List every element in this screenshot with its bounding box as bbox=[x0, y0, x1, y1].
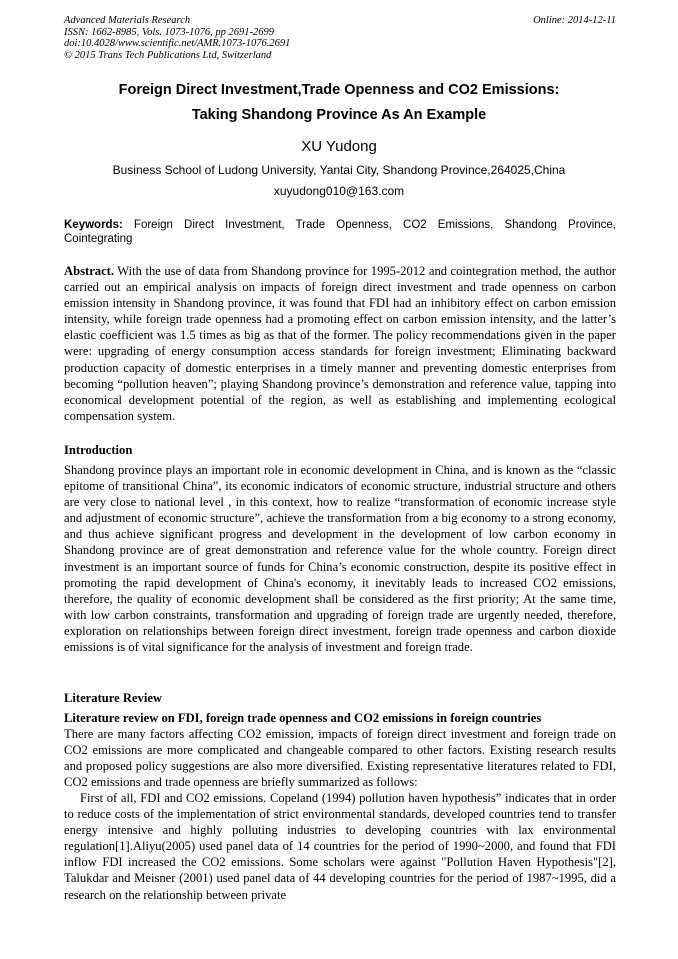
literature-review-heading: Literature Review bbox=[64, 691, 163, 705]
literature-paragraph-1: There are many factors affecting CO2 emission, impacts of foreign direct investment and foreign trade on CO2 emissions are more complicated and changeable compared to other factors. Existing research results and proposed policy suggestions are also more diversified. Existing representative literatures related to FDI, CO2 emissions and trade openness are briefly summarized as follows: bbox=[64, 727, 616, 790]
copyright-line: © 2015 Trans Tech Publications Ltd, Switzerland bbox=[64, 49, 272, 61]
introduction-paragraph: Shandong province plays an important role in economic development in China, and is known as the “classic epitome of transitional China”, its economic indicators of economic structure, industrial structure and others are very close to national level , in this context, how to realize “transformation of economic increase style and adjustment of economic structure”, achieve the transformation from a big economy to a strong economy, and thus achieve significant progress and development in the development of low carbon economy in Shandong province are of great demonstration and reference value for the whole country. Foreign direct investment is an important source of funds for China’s economic construction, despite its positive effect in promoting the rapid development of China's economy, it inevitably leads to increased CO2 emissions, therefore, the quality of economic development shall be considered as the first priority; At the same time, with low carbon constraints, transformation and upgrading of foreign trade are urgently needed, therefore, exploration on relationships between foreign direct investment, foreign trade openness and carbon dioxide emissions is of vital significance for the analysis of investment and foreign trade. bbox=[64, 463, 616, 655]
abstract-label: Abstract. bbox=[64, 264, 115, 278]
paper-title-line-2: Taking Shandong Province As An Example bbox=[191, 107, 487, 123]
keywords bbox=[64, 218, 616, 246]
keywords-label: Keywords: bbox=[64, 219, 123, 231]
keywords-text: Foreign Direct Investment, Trade Openness, CO2 Emissions, Shandong Province, Cointegrating bbox=[64, 219, 616, 245]
abstract bbox=[64, 263, 616, 424]
author-email: xuyudong010@163.com bbox=[273, 184, 405, 198]
abstract-text: With the use of data from Shandong province for 1995-2012 and cointegration method, the author carried out an empirical analysis on impacts of foreign direct investment and trade openness on carbon emission intensity in Shandong province, it was found that FDI had an inhibitory effect on carbon emission intensity, while foreign trade openness had a promoting effect on carbon emission intensity, and the latter’s elastic coefficient was 1.5 times as big as that of the former. The policy recommendations given in the paper were: upgrading of energy consumption access standards for foreign investment; Eliminating backward production capacity of domestic enterprises in a timely manner and preventing domestic enterprises from becoming “pollution heaven”; playing Shandong province’s demonstration and reference value, tapping into economical development potential of the region, as well as establishing and implementing ecological compensation system. bbox=[64, 264, 616, 423]
introduction-heading: Introduction bbox=[64, 443, 133, 457]
publication-header bbox=[64, 15, 616, 61]
doi-line: doi:10.4028/www.scientific.net/AMR.1073-1076.2691 bbox=[64, 38, 291, 50]
journal-name: Advanced Materials Research bbox=[64, 15, 191, 26]
paper-title-line-1: Foreign Direct Investment,Trade Openness and CO2 Emissions: bbox=[118, 82, 560, 98]
author-affiliation: Business School of Ludong University, Yantai City, Shandong Province,264025,China bbox=[112, 163, 566, 177]
literature-paragraph-2: First of all, FDI and CO2 emissions. Copeland (1994) pollution haven hypothesis” indicates that in order to reduce costs of the implementation of strict environmental standards, developed countries tend to transfer energy intensive and highly polluting industries to developing countries with lax environmental regulation[1].Aliyu(2005) used panel data of 14 countries for the period of 1990~2000, and found that FDI inflow FDI increased the CO2 emissions. Some scholars were against "Pollution Haven Hypothesis"[2], Talukdar and Meisner (2001) used panel data of 44 developing countries for the period of 1987~1995, did a research on the relationship between private bbox=[64, 791, 616, 902]
issn-line: ISSN: 1662-8985, Vols. 1073-1076, pp 2691-2699 bbox=[64, 26, 274, 38]
literature-review-subheading: Literature review on FDI, foreign trade openness and CO2 emissions in foreign countries bbox=[64, 711, 542, 725]
author-name: XU Yudong bbox=[301, 138, 377, 155]
online-date: Online: 2014-12-11 bbox=[533, 15, 616, 26]
